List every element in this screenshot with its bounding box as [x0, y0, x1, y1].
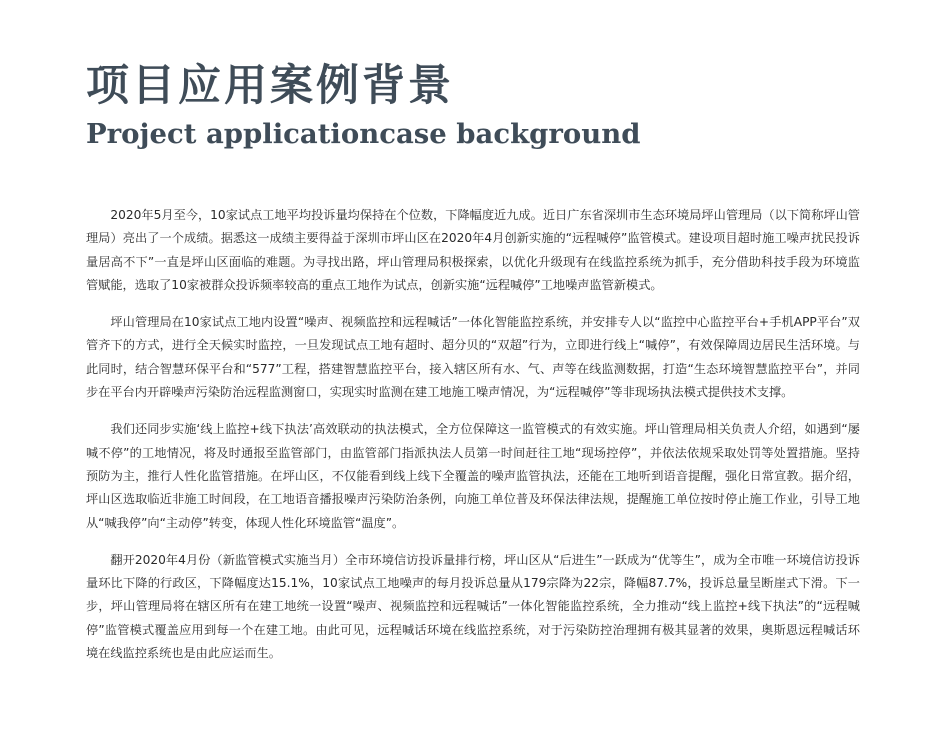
- paragraph-3: 我们还同步实施‘线上监控+线下执法’高效联动的执法模式，全方位保障这一监管模式的有效实施。坪山管理局相关负责人介绍，如遇到“屡喊不停”的工地情况，将及时通报至监管部门，由监管部门指派执法人员第一时间赶往工地“现场控停”，并依法依规采取处罚等处置措施。坚持预防为主，推行人性化监管措施。在坪山区，不仅能看到线上线下全覆盖的噪声监管执法，还能在工地听到语音提醒，强化日常宣教。据介绍，坪山区选取临近非施工时间段，在工地语音播报噪声污染防治条例，向施工单位普及环保法律法规，提醒施工单位按时停止施工作业，引导工地从“喊我停”向“主动停”转变，体现人性化环境监管“温度”。: [86, 422, 860, 530]
- article-body: [86, 204, 860, 679]
- paragraph-2: 坪山管理局在10家试点工地内设置“噪声、视频监控和远程喊话”一体化智能监控系统，并安排专人以“监控中心监控平台+手机APP平台”双管齐下的方式，进行全天候实时监控，一旦发现试点工地有超时、超分贝的“双超”行为，立即进行线上“喊停”，有效保障周边居民生活环境。与此同时，结合智慧环保平台和“577”工程，搭建智慧监控平台，接入辖区所有水、气、声等在线监测数据，打造“生态环境智慧监控平台”，并同步在平台内开辟噪声污染防治远程监测窗口，实现实时监测在建工地施工噪声情况，为“远程喊停”等非现场执法模式提供技术支撑。: [86, 315, 860, 400]
- paragraph-4: 翻开2020年4月份（新监管模式实施当月）全市环境信访投诉量排行榜，坪山区从“后进生”一跃成为“优等生”，成为全市唯一环境信访投诉量环比下降的行政区，下降幅度达15.1%，10家试点工地噪声的每月投诉总量从179宗降为22宗，降幅87.7%，投诉总量呈断崖式下滑。下一步，坪山管理局将在辖区所有在建工地统一设置“噪声、视频监控和远程喊话”一体化智能监控系统，全力推动“线上监控+线下执法”的“远程喊停”监管模式覆盖应用到每一个在建工地。由此可见，远程喊话环境在线监控系统，对于污染防控治理拥有极其显著的效果，奥斯恩远程喊话环境在线监控系统也是由此应运而生。: [86, 552, 860, 661]
- page-title: 项目应用案例背景: [86, 61, 454, 111]
- page-subtitle: Project applicationcase background: [86, 118, 641, 150]
- paragraph-1: 2020年5月至今，10家试点工地平均投诉量均保持在个位数，下降幅度近九成。近日广东省深圳市生态环境局坪山管理局（以下简称坪山管理局）亮出了一个成绩。据悉这一成绩主要得益于深圳市坪山区在2020年4月创新实施的“远程喊停”监管模式。建设项目超时施工噪声扰民投诉量居高不下”一直是坪山区面临的难题。为寻找出路，坪山管理局积极探索，以优化升级现有在线监控系统为抓手，充分借助科技手段为环境监管赋能，选取了10家被群众投诉频率较高的重点工地作为试点，创新实施“远程喊停”工地噪声监管新模式。: [86, 208, 860, 292]
